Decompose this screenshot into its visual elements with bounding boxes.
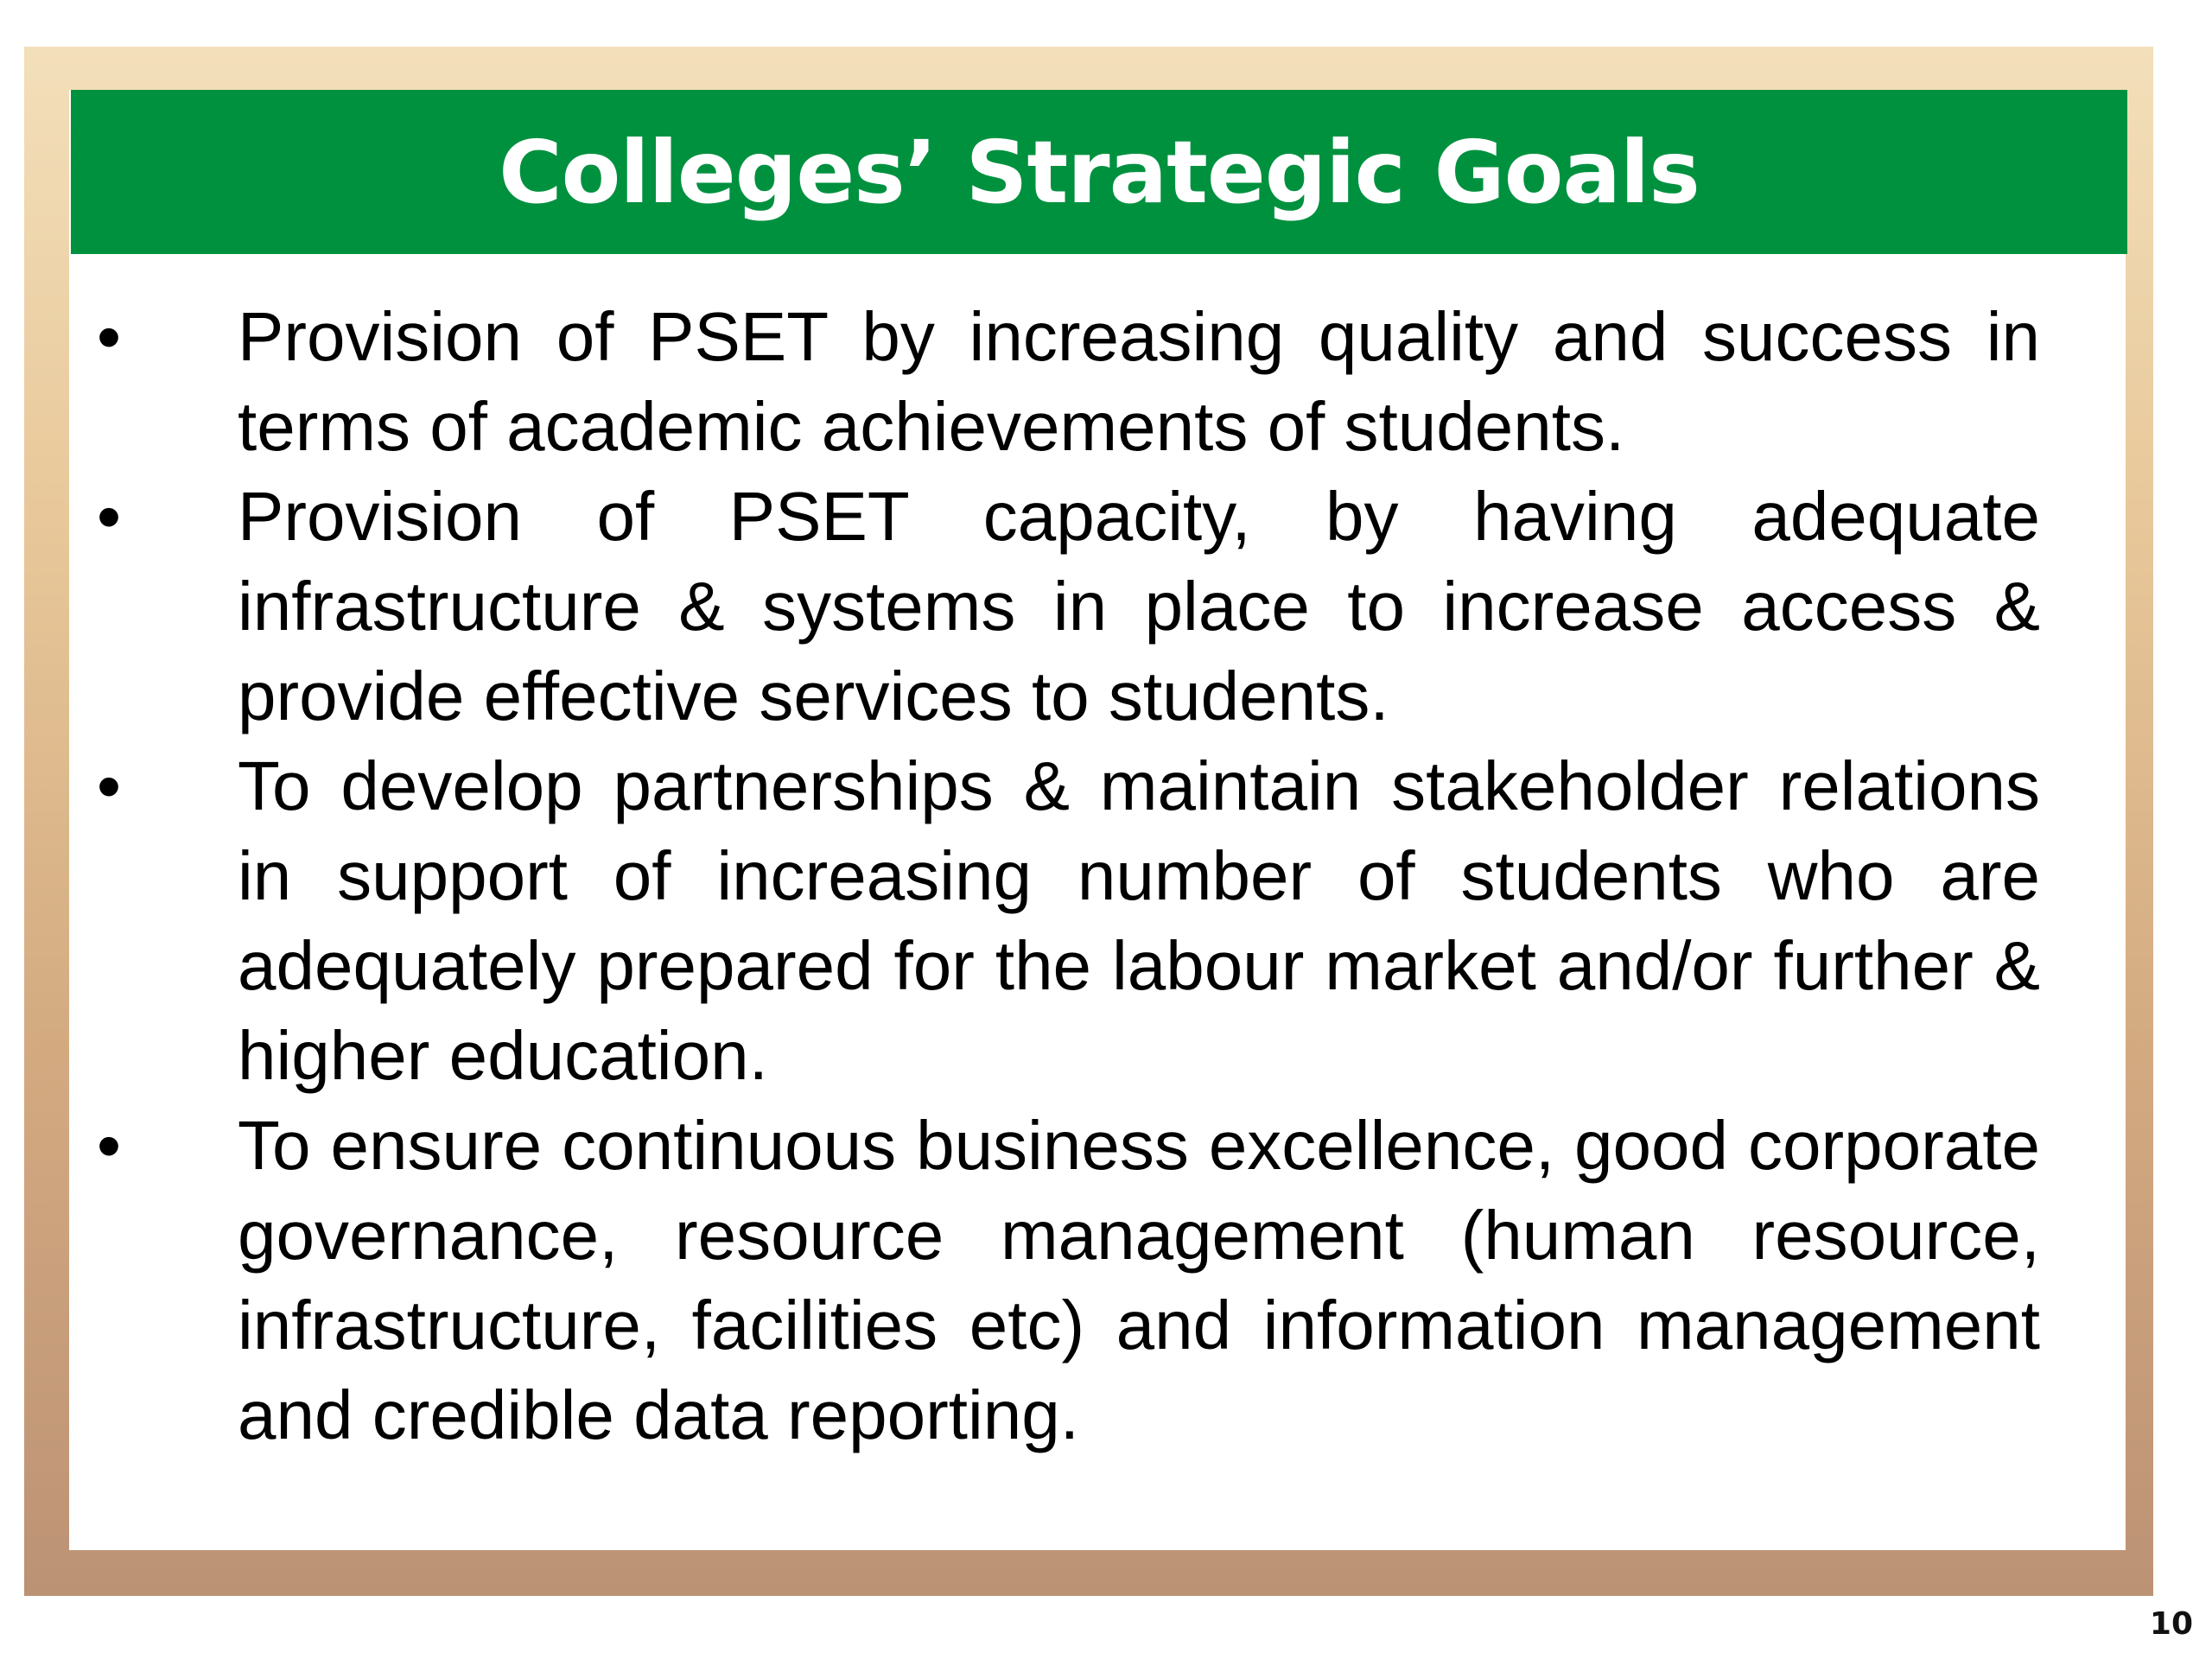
goal-text: Provision of PSET capacity, by having adequate infrastructure & systems in place to increase access & provide effective services to students.: [238, 478, 2040, 734]
goals-list: [0, 292, 2212, 1460]
goal-item: [0, 741, 2212, 1101]
bullet-icon: •: [97, 298, 122, 375]
goal-item: [0, 292, 2212, 472]
page-number: 10: [2149, 1606, 2193, 1642]
goal-item: [0, 472, 2212, 741]
bullet-icon: •: [97, 747, 122, 824]
slide-title: Colleges’ Strategic Goals: [499, 121, 1700, 223]
goal-text: Provision of PSET by increasing quality and success in terms of academic achievements of students.: [238, 298, 2040, 465]
goal-text: To ensure continuous business excellence, good corporate governance, resource management (human resource, infrastructure, facilities etc) and information management and credible data reporting.: [238, 1107, 2040, 1453]
goal-item: [0, 1101, 2212, 1460]
bullet-icon: •: [97, 478, 122, 555]
goal-text: To develop partnerships & maintain stakeholder relations in support of increasing number of students who are adequately prepared for the labour market and/or further & higher education.: [238, 747, 2040, 1094]
title-bar: [71, 90, 2127, 254]
bullet-icon: •: [97, 1107, 122, 1184]
